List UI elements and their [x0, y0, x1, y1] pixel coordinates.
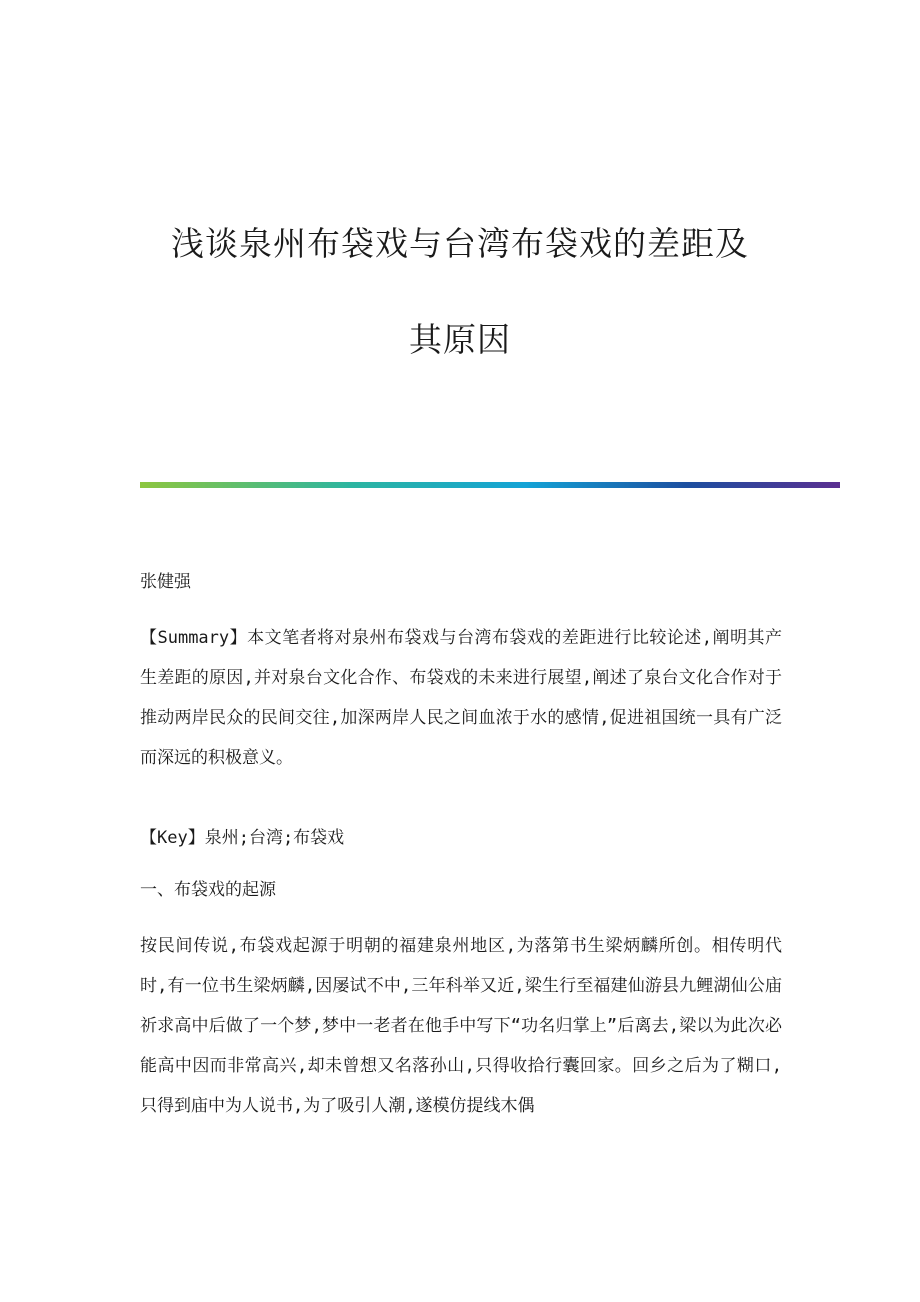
document-title-line-2: 其原因 — [409, 320, 511, 359]
section-heading: 一、布袋戏的起源 — [140, 880, 276, 900]
author-name: 张健强 — [140, 572, 191, 592]
body-paragraph: 按民间传说,布袋戏起源于明朝的福建泉州地区,为落第书生梁炳麟所创。相传明代时,有一位书生梁炳麟,因屡试不中,三年科举又近,梁生行至福建仙游县九鲤湖仙公庙祈求高中后做了一个梦,梦中一老者在他手中写下“功名归掌上”后离去,梁以为此次必能高中因而非常高兴,却未曾想又名落孙山,只得收拾行囊回家。回乡之后为了糊口,只得到庙中为人说书,为了吸引人潮,遂模仿提线木偶 — [140, 936, 782, 1116]
document-title-line-1: 浅谈泉州布袋戏与台湾布袋戏的差距及 — [171, 224, 749, 263]
gradient-divider — [140, 482, 840, 488]
summary-paragraph: 【Summary】本文笔者将对泉州布袋戏与台湾布袋戏的差距进行比较论述,阐明其产生差距的原因,并对泉台文化合作、布袋戏的未来进行展望,阐述了泉台文化合作对于推动两岸民众的民间交往,加深两岸人民之间血浓于水的感情,促进祖国统一具有广泛而深远的积极意义。 — [140, 628, 782, 768]
keywords-line: 【Key】泉州;台湾;布袋戏 — [140, 828, 345, 848]
